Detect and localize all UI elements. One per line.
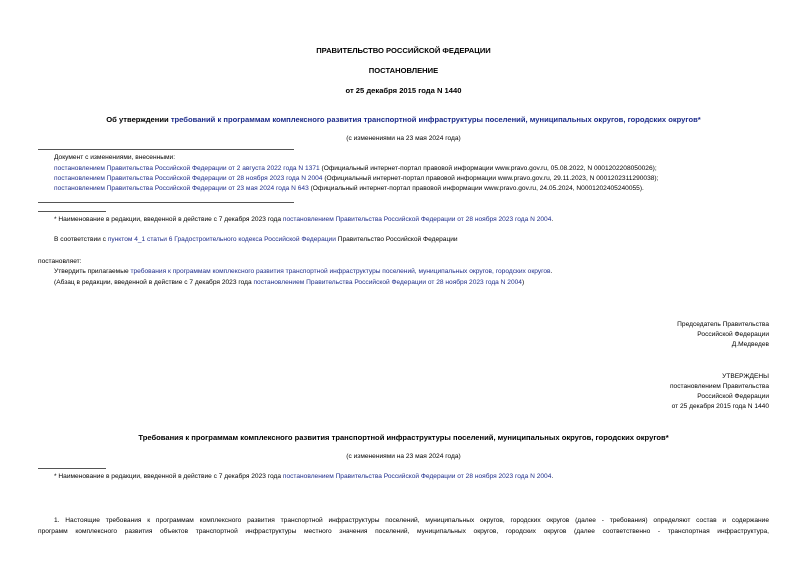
- footnote-end: .: [551, 216, 554, 223]
- approved-date: от 25 декабря 2015 года N 1440: [671, 403, 769, 410]
- amendments-intro: Документ с изменениями, внесенными:: [54, 154, 176, 161]
- title-prefix: Об утверждении: [106, 115, 171, 124]
- approve-note-end: ): [521, 279, 525, 286]
- amendment-link[interactable]: постановлением Правительства Российской Федерации от 28 ноября 2023 года N 2004: [54, 175, 323, 182]
- signature-country: Российской Федерации: [697, 331, 769, 338]
- preamble-text-end: Правительство Российской Федерации: [335, 236, 458, 243]
- approved-country: Российской Федерации: [697, 393, 769, 400]
- approve-end: .: [550, 268, 553, 275]
- resolves-word: постановляет:: [38, 258, 82, 265]
- footnote-link[interactable]: постановлением Правительства Российской Федерации от 28 ноября 2023 года N 2004: [282, 216, 552, 223]
- amendment-link[interactable]: постановлением Правительства Российской Федерации от 2 августа 2022 года N 1371: [54, 165, 320, 172]
- approve-text: Утвердить прилагаемые: [54, 268, 131, 275]
- footnote-text: * Наименование в редакции, введенной в действие с 7 декабря 2023 года: [54, 473, 283, 480]
- amendment-item: [54, 176, 658, 183]
- paragraph-1-line: программ комплексного развития объектов транспортной инфраструктуры местного значения поселений, муниципальных округов, городских округов (далее соответственно - транспортная инфраструктура,: [38, 528, 769, 535]
- preamble: [54, 237, 458, 244]
- requirements-title: Требования к программам комплексного развития транспортной инфраструктуры поселений, муниципальных округов, городских округов*: [138, 433, 669, 442]
- approve-link[interactable]: требования к программам комплексного развития транспортной инфраструктуры поселений, муниципальных округов, городских округов: [130, 268, 551, 275]
- amendment-source: (Официальный интернет-портал правовой информации www.pravo.gov.ru, 24.05.2024, N0001202405240055).: [308, 185, 644, 192]
- footnote-separator: [38, 468, 106, 469]
- footnote-text: * Наименование в редакции, введенной в действие с 7 декабря 2023 года: [54, 216, 283, 223]
- approved-by: постановлением Правительства: [669, 383, 769, 390]
- separator: [38, 202, 294, 203]
- preamble-link[interactable]: пунктом 4_1 статьи 6 Градостроительного кодекса Российской Федерации: [107, 236, 336, 243]
- preamble-text: В соответствии с: [54, 236, 108, 243]
- footnote: [54, 217, 553, 224]
- amendment-link[interactable]: постановлением Правительства Российской Федерации от 23 мая 2024 года N 643: [54, 185, 309, 192]
- approve-note-link[interactable]: постановлением Правительства Российской Федерации от 28 ноября 2023 года N 2004: [253, 279, 522, 286]
- requirements-revision: (с изменениями на 23 мая 2024 года): [346, 453, 461, 460]
- signature-title: Председатель Правительства: [677, 321, 769, 328]
- authority-heading: ПРАВИТЕЛЬСТВО РОССИЙСКОЙ ФЕДЕРАЦИИ: [316, 46, 491, 55]
- title-link[interactable]: требований к программам комплексного развития транспортной инфраструктуры поселений, муниципальных округов, городских округов: [170, 115, 698, 124]
- separator: [38, 149, 294, 150]
- revision-note: (с изменениями на 23 мая 2024 года): [346, 135, 461, 142]
- amendment-item: [54, 186, 644, 193]
- footnote-link[interactable]: постановлением Правительства Российской Федерации от 28 ноября 2023 года N 2004: [282, 473, 552, 480]
- paragraph-1-line: 1. Настоящие требования к программам комплексного развития транспортной инфраструктуры поселений, муниципальных округов, городских округов (далее - требования) определяют состав и содержание: [54, 517, 769, 524]
- approve-note-text: (Абзац в редакции, введенной в действие с 7 декабря 2023 года: [54, 279, 254, 286]
- approve-note: [54, 280, 524, 287]
- doc-type-heading: ПОСТАНОВЛЕНИЕ: [368, 66, 439, 75]
- approve-paragraph: [54, 269, 552, 276]
- signature-name: Д.Медведев: [731, 341, 769, 348]
- document-title: [0, 116, 807, 124]
- amendment-source: (Официальный интернет-портал правовой информации www.pravo.gov.ru, 05.08.2022, N 0001202208050026);: [319, 165, 657, 172]
- amendment-item: [54, 166, 657, 173]
- title-asterisk: *: [697, 115, 701, 124]
- amendment-source: (Официальный интернет-портал правовой информации www.pravo.gov.ru, 29.11.2023, N 0001202311290038);: [322, 175, 659, 182]
- footnote-end: .: [551, 473, 554, 480]
- footnote: [54, 474, 553, 481]
- approved-heading: УТВЕРЖДЕНЫ: [722, 373, 769, 380]
- doc-date-number: от 25 декабря 2015 года N 1440: [345, 86, 462, 95]
- footnote-separator: [38, 211, 106, 212]
